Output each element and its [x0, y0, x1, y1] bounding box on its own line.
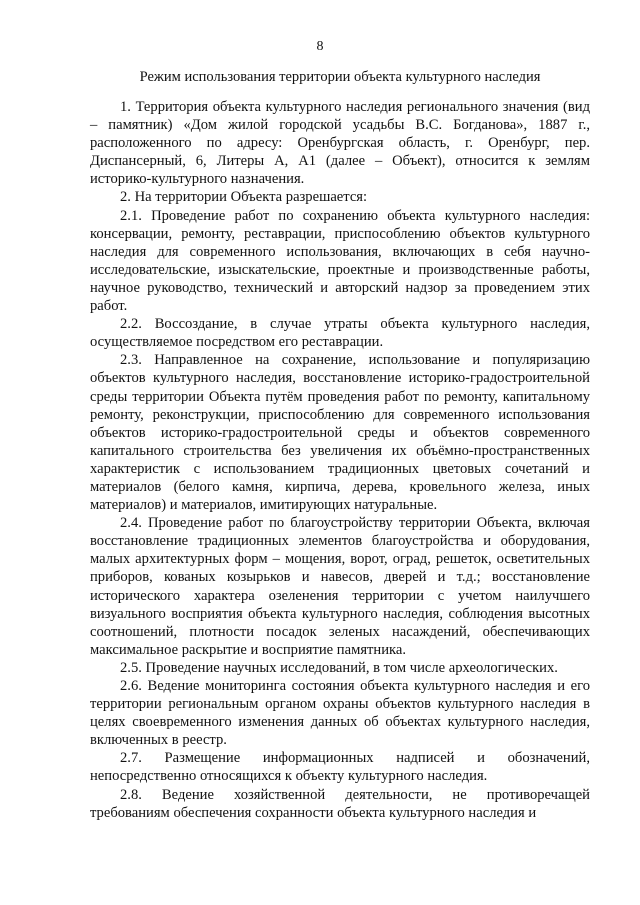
paragraph-2-4: 2.4. Проведение работ по благоустройству территории Объекта, включая восстановление традиционных элементов благоустройства и оборудования, малых архитектурных форм – мощения, ворот, оград, решеток, осветительных приборов, кованых козырьков и навесов, дверей и т.д.; восстановление исторического характера озеленения территории с учетом наилучшего визуального восприятия объекта культурного наследия, соблюдения высотных соотношений, плотности посадок зеленых насаждений, обеспечивающих максимальное раскрытие и восприятие памятника. — [90, 515, 590, 658]
document-body — [90, 98, 590, 822]
paragraph-2-2: 2.2. Воссоздание, в случае утраты объекта культурного наследия, осуществляемое посредством его реставрации. — [90, 316, 590, 351]
paragraph-2-1: 2.1. Проведение работ по сохранению объекта культурного наследия: консервации, ремонту, реставрации, приспособлению объектов культурного наследия для современного использования, включающих в себя научно-исследовательские, изыскательские, проектные и производственные работы, научное руководство, технический и авторский надзор за проведением этих работ. — [90, 207, 590, 315]
paragraph-2: 2. На территории Объекта разрешается: — [120, 189, 368, 206]
paragraph-1: 1. Территория объекта культурного наследия регионального значения (вид – памятник) «Дом жилой городской усадьбы В.С. Богданова», 1887 г., расположенного по адресу: Оренбургская область, г. Оренбург, пер. Диспансерный, 6, Литеры А, А1 (далее – Объект), относится к землям историко-культурного назначения. — [90, 99, 590, 188]
paragraph-2-5: 2.5. Проведение научных исследований, в том числе археологических. — [120, 659, 558, 676]
paragraph-2-7: 2.7. Размещение информационных надписей и обозначений, непосредственно относящихся к объекту культурного наследия. — [90, 750, 590, 785]
paragraph-2-3: 2.3. Направленное на сохранение, использование и популяризацию объектов культурного наследия, восстановление историко-градостроительной среды территории Объекта путём проведения работ по ремонту, капитальному ремонту, реконструкции, приспособлению для современного использования объектов историко-градостроительной среды и объектов современного капитального строительства без увеличения их объёмно-пространственных характеристик с использованием традиционных цветовых сочетаний и материалов (белого камня, кирпича, дерева, кровельного железа, иных материалов) и материалов, имитирующих натуральные. — [90, 352, 590, 514]
paragraph-2-8: 2.8. Ведение хозяйственной деятельности, не противоречащей требованиям обеспечения сохранности объекта культурного наследия и — [90, 786, 590, 821]
document-title: Режим использования территории объекта культурного наследия — [139, 69, 541, 85]
paragraph-2-6: 2.6. Ведение мониторинга состояния объекта культурного наследия и его территории региональным органом охраны объектов культурного наследия в целях своевременного изменения данных об объектах культурного наследия, включенных в реестр. — [90, 678, 590, 749]
page-number: 8 — [316, 39, 324, 54]
